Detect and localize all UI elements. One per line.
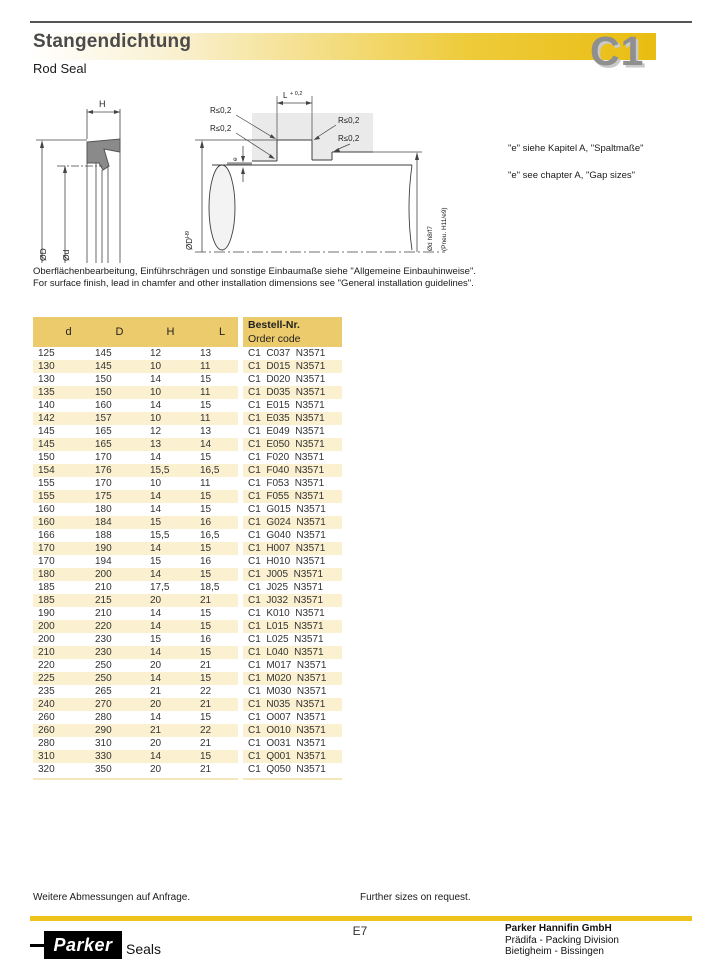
cell-order-code: C1 D020 N3571 (243, 373, 342, 386)
cell-H: 14 (135, 672, 186, 685)
cell-D: 265 (84, 685, 135, 698)
cell-d: 225 (33, 672, 84, 685)
table-row (33, 620, 342, 633)
order-code-header-english: Order code (248, 333, 301, 345)
cell-D: 188 (84, 529, 135, 542)
table-row (33, 516, 342, 529)
top-rule (30, 21, 692, 23)
cell-order-code: C1 L015 N3571 (243, 620, 342, 633)
cell-order-code: C1 J025 N3571 (243, 581, 342, 594)
cell-L: 11 (186, 477, 238, 490)
cell-H: 14 (135, 399, 186, 412)
more-sizes-note-german: Weitere Abmessungen auf Anfrage. (33, 892, 191, 903)
cell-D: 250 (84, 659, 135, 672)
table-row (33, 568, 342, 581)
cell-d: 130 (33, 360, 84, 373)
cell-H: 20 (135, 763, 186, 776)
cell-D: 176 (84, 464, 135, 477)
cell-L: 15 (186, 672, 238, 685)
order-code-header-german: Bestell-Nr. (248, 319, 300, 331)
cell-order-code: C1 G040 N3571 (243, 529, 342, 542)
cell-d: 166 (33, 529, 84, 542)
cell-order-code: C1 F020 N3571 (243, 451, 342, 464)
cell-D: 230 (84, 633, 135, 646)
cell-H: 14 (135, 451, 186, 464)
cell-order-code: C1 E049 N3571 (243, 425, 342, 438)
rod-end-face (209, 165, 235, 250)
cell-D: 210 (84, 581, 135, 594)
cell-H: 15 (135, 516, 186, 529)
cell-H: 14 (135, 750, 186, 763)
cell-order-code: C1 L025 N3571 (243, 633, 342, 646)
side-note-english: "e" see chapter A, "Gap sizes" (508, 170, 636, 181)
cell-H: 14 (135, 490, 186, 503)
cell-d: 154 (33, 464, 84, 477)
table-row (33, 490, 342, 503)
cell-d: 220 (33, 659, 84, 672)
cell-order-code: C1 N035 N3571 (243, 698, 342, 711)
cell-D: 165 (84, 425, 135, 438)
cell-d: 140 (33, 399, 84, 412)
cell-L: 21 (186, 698, 238, 711)
table-row (33, 724, 342, 737)
cell-D: 145 (84, 347, 135, 360)
cell-order-code: C1 D035 N3571 (243, 386, 342, 399)
cell-H: 14 (135, 568, 186, 581)
cell-L: 15 (186, 373, 238, 386)
table-row (33, 763, 342, 776)
cell-D: 230 (84, 646, 135, 659)
cell-d: 160 (33, 516, 84, 529)
cell-order-code: C1 H010 N3571 (243, 555, 342, 568)
more-sizes-note-english: Further sizes on request. (360, 892, 471, 903)
dim-pneumatic-label: (Pneu. H11/e9) (441, 207, 448, 251)
cell-d: 150 (33, 451, 84, 464)
cell-d: 310 (33, 750, 84, 763)
column-header-L: L (218, 326, 226, 338)
cell-L: 15 (186, 503, 238, 516)
cell-L: 15 (186, 607, 238, 620)
cell-H: 12 (135, 347, 186, 360)
cell-H: 14 (135, 503, 186, 516)
cell-d: 235 (33, 685, 84, 698)
cell-D: 150 (84, 386, 135, 399)
cell-H: 10 (135, 477, 186, 490)
side-note-german: "e" siehe Kapitel A, "Spaltmaße" (508, 143, 644, 154)
cell-H: 20 (135, 659, 186, 672)
radius-label-3: R≤0,2 (338, 116, 360, 125)
cell-D: 330 (84, 750, 135, 763)
table-row (33, 711, 342, 724)
cell-L: 11 (186, 386, 238, 399)
column-header-H: H (166, 326, 175, 338)
cell-L: 21 (186, 763, 238, 776)
table-row (33, 646, 342, 659)
cell-H: 10 (135, 386, 186, 399)
cell-L: 21 (186, 594, 238, 607)
installation-drawing (170, 88, 462, 268)
cell-H: 15 (135, 633, 186, 646)
table-row (33, 659, 342, 672)
table-row (33, 555, 342, 568)
cell-D: 170 (84, 451, 135, 464)
installation-note-german: Oberflächenbearbeitung, Einführschrägen und sonstige Einbaumaße siehe "Allgemeine Einbauhinweise". (33, 266, 476, 277)
cell-L: 14 (186, 438, 238, 451)
table-row (33, 451, 342, 464)
cell-order-code: C1 M017 N3571 (243, 659, 342, 672)
cell-d: 320 (33, 763, 84, 776)
cell-L: 15 (186, 399, 238, 412)
cell-D: 220 (84, 620, 135, 633)
company-address (505, 923, 619, 958)
cell-D: 170 (84, 477, 135, 490)
cell-d: 185 (33, 581, 84, 594)
cell-H: 20 (135, 698, 186, 711)
cell-order-code: C1 D015 N3571 (243, 360, 342, 373)
cell-D: 250 (84, 672, 135, 685)
cell-order-code: C1 O007 N3571 (243, 711, 342, 724)
cell-H: 15,5 (135, 464, 186, 477)
cell-L: 16 (186, 633, 238, 646)
table-row (33, 698, 342, 711)
cell-L: 22 (186, 724, 238, 737)
cell-L: 13 (186, 347, 238, 360)
cell-D: 194 (84, 555, 135, 568)
cell-D: 160 (84, 399, 135, 412)
cell-L: 16 (186, 516, 238, 529)
cell-H: 14 (135, 542, 186, 555)
seals-label: Seals (126, 941, 162, 957)
cell-order-code: C1 H007 N3571 (243, 542, 342, 555)
dim-h-label: H (99, 99, 106, 109)
cell-H: 13 (135, 438, 186, 451)
cell-order-code: C1 J032 N3571 (243, 594, 342, 607)
cell-L: 16 (186, 555, 238, 568)
dim-inner-diameter-label: Ød (61, 249, 71, 261)
table-row (33, 750, 342, 763)
cell-order-code: C1 J005 N3571 (243, 568, 342, 581)
cell-d: 240 (33, 698, 84, 711)
table-row (33, 607, 342, 620)
table-row (33, 594, 342, 607)
installation-note (33, 266, 476, 289)
footer-bar (30, 916, 692, 921)
cell-D: 165 (84, 438, 135, 451)
table-row (33, 347, 342, 360)
dim-l-label: L (283, 91, 288, 100)
dim-l-tolerance: + 0,2 (290, 91, 303, 97)
cell-H: 14 (135, 620, 186, 633)
table-row (33, 685, 342, 698)
cell-order-code: C1 K010 N3571 (243, 607, 342, 620)
cell-order-code: C1 E015 N3571 (243, 399, 342, 412)
table-header-row (33, 317, 342, 347)
table-row (33, 386, 342, 399)
radius-label-4: R≤0,2 (338, 134, 360, 143)
cell-L: 22 (186, 685, 238, 698)
cell-L: 18,5 (186, 581, 238, 594)
installation-note-english: For surface finish, lead in chamfer and other installation dimensions see "General installation guidelines". (33, 277, 474, 289)
cell-d: 280 (33, 737, 84, 750)
cell-d: 155 (33, 490, 84, 503)
cell-H: 14 (135, 646, 186, 659)
cell-d: 200 (33, 620, 84, 633)
dim-e-label: e (232, 157, 239, 161)
cell-D: 270 (84, 698, 135, 711)
table-row (33, 542, 342, 555)
table-row (33, 438, 342, 451)
cell-H: 20 (135, 594, 186, 607)
dimension-table (33, 317, 342, 776)
cell-D: 310 (84, 737, 135, 750)
cell-L: 15 (186, 490, 238, 503)
parker-logo-text: Parker (53, 934, 113, 955)
cell-L: 15 (186, 451, 238, 464)
company-division: Prädifa - Packing Division (505, 934, 619, 946)
cell-H: 10 (135, 412, 186, 425)
radius-label-1: R≤0,2 (210, 106, 232, 115)
cell-H: 12 (135, 425, 186, 438)
seal-cross-section-drawing (28, 95, 158, 267)
cell-d: 145 (33, 438, 84, 451)
cell-d: 180 (33, 568, 84, 581)
cell-order-code: C1 M020 N3571 (243, 672, 342, 685)
cell-d: 200 (33, 633, 84, 646)
cell-d: 170 (33, 542, 84, 555)
table-row (33, 360, 342, 373)
column-header-D: D (115, 326, 124, 338)
cell-d: 190 (33, 607, 84, 620)
page-number: E7 (352, 924, 368, 938)
table-row (33, 373, 342, 386)
cell-order-code: C1 G015 N3571 (243, 503, 342, 516)
cell-H: 14 (135, 607, 186, 620)
table-underline-right (243, 778, 342, 780)
table-underline-left (33, 778, 238, 780)
radius-label-2: R≤0,2 (210, 124, 232, 133)
cell-L: 21 (186, 737, 238, 750)
company-city: Bietigheim - Bissingen (505, 946, 604, 957)
cell-order-code: C1 F055 N3571 (243, 490, 342, 503)
dim-rod-label: Ød h8/f7 (427, 226, 434, 251)
seal-profile-shape (87, 139, 120, 170)
cell-D: 280 (84, 711, 135, 724)
cell-L: 16,5 (186, 529, 238, 542)
cell-order-code: C1 F053 N3571 (243, 477, 342, 490)
cell-order-code: C1 Q050 N3571 (243, 763, 342, 776)
cell-D: 180 (84, 503, 135, 516)
cell-L: 13 (186, 425, 238, 438)
cell-D: 290 (84, 724, 135, 737)
dim-outer-diameter-label: ØD (38, 248, 48, 261)
cell-d: 210 (33, 646, 84, 659)
table-row (33, 425, 342, 438)
table-header-dimensions (33, 317, 238, 347)
cell-d: 155 (33, 477, 84, 490)
cell-D: 190 (84, 542, 135, 555)
cell-H: 17,5 (135, 581, 186, 594)
cell-d: 135 (33, 386, 84, 399)
cell-H: 20 (135, 737, 186, 750)
cell-L: 15 (186, 542, 238, 555)
cell-order-code: C1 Q001 N3571 (243, 750, 342, 763)
table-row (33, 412, 342, 425)
cell-order-code: C1 E035 N3571 (243, 412, 342, 425)
cell-H: 21 (135, 685, 186, 698)
page-title-english: Rod Seal (33, 61, 87, 76)
table-row (33, 529, 342, 542)
cell-L: 15 (186, 568, 238, 581)
cell-d: 160 (33, 503, 84, 516)
cell-D: 200 (84, 568, 135, 581)
cell-order-code: C1 F040 N3571 (243, 464, 342, 477)
cell-L: 16,5 (186, 464, 238, 477)
cell-L: 15 (186, 711, 238, 724)
column-header-order-code (243, 317, 342, 347)
cell-order-code: C1 O031 N3571 (243, 737, 342, 750)
cell-d: 142 (33, 412, 84, 425)
table-row (33, 672, 342, 685)
company-name: Parker Hannifin GmbH (505, 923, 612, 934)
cell-order-code: C1 L040 N3571 (243, 646, 342, 659)
column-header-d: d (65, 326, 72, 338)
cell-H: 14 (135, 373, 186, 386)
cell-D: 215 (84, 594, 135, 607)
table-row (33, 477, 342, 490)
cell-H: 15,5 (135, 529, 186, 542)
cell-D: 150 (84, 373, 135, 386)
cell-d: 185 (33, 594, 84, 607)
cell-order-code: C1 M030 N3571 (243, 685, 342, 698)
table-row (33, 737, 342, 750)
cell-H: 15 (135, 555, 186, 568)
cell-d: 125 (33, 347, 84, 360)
cell-d: 130 (33, 373, 84, 386)
table-row (33, 399, 342, 412)
cell-H: 21 (135, 724, 186, 737)
dim-bore-label: $ØD^{H9}$ (185, 230, 194, 250)
cell-L: 15 (186, 750, 238, 763)
cell-D: 157 (84, 412, 135, 425)
section-code: C1 (590, 28, 645, 74)
cell-L: 15 (186, 646, 238, 659)
table-row (33, 464, 342, 477)
cell-L: 11 (186, 360, 238, 373)
cell-d: 170 (33, 555, 84, 568)
cell-d: 260 (33, 724, 84, 737)
cell-order-code: C1 O010 N3571 (243, 724, 342, 737)
cell-d: 260 (33, 711, 84, 724)
cell-D: 210 (84, 607, 135, 620)
cell-H: 10 (135, 360, 186, 373)
cell-D: 184 (84, 516, 135, 529)
cell-L: 21 (186, 659, 238, 672)
page-title-german: Stangendichtung (33, 31, 192, 52)
table-body (33, 347, 342, 776)
cell-order-code: C1 E050 N3571 (243, 438, 342, 451)
table-row (33, 503, 342, 516)
table-row (33, 633, 342, 646)
cell-D: 175 (84, 490, 135, 503)
cell-d: 145 (33, 425, 84, 438)
parker-logo (44, 931, 122, 959)
table-row (33, 581, 342, 594)
cell-L: 15 (186, 620, 238, 633)
cell-H: 14 (135, 711, 186, 724)
cell-L: 11 (186, 412, 238, 425)
cell-order-code: C1 G024 N3571 (243, 516, 342, 529)
cell-D: 350 (84, 763, 135, 776)
cell-order-code: C1 C037 N3571 (243, 347, 342, 360)
cell-D: 145 (84, 360, 135, 373)
